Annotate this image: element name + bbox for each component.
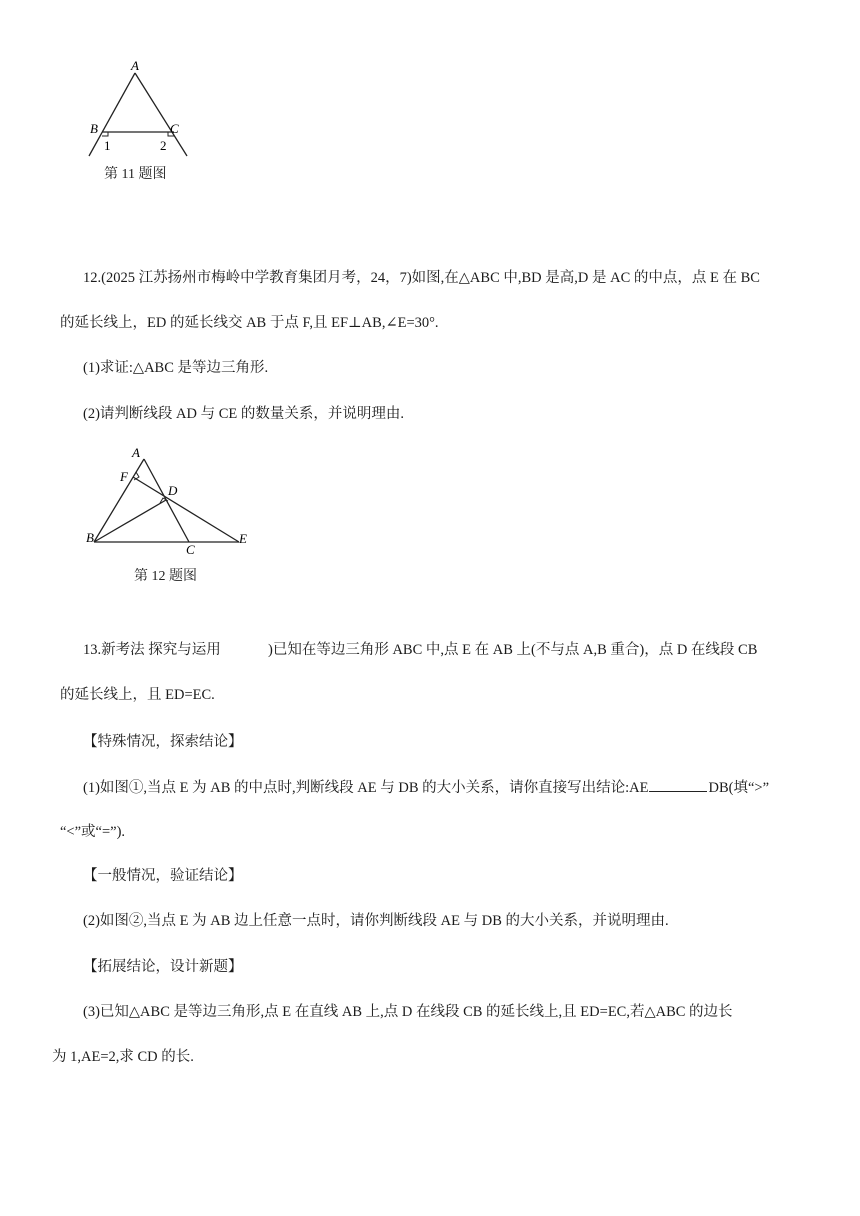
- label-d: D: [168, 483, 178, 498]
- q13-part1-text-b: DB(填“>”: [708, 780, 770, 796]
- q12-part1: (1)求证:△ABC 是等边三角形.: [83, 360, 269, 376]
- label-b: B: [86, 530, 94, 545]
- q12-part2: (2)请判断线段 AD 与 CE 的数量关系，并说明理由.: [83, 406, 405, 422]
- label-angle-1: 1: [104, 138, 111, 153]
- q13-part2: (2)如图②,当点 E 为 AB 边上任意一点时，请你判断线段 AE 与 DB 的大小关系，并说明理由.: [83, 913, 669, 929]
- answer-blank[interactable]: [649, 777, 707, 792]
- label-angle-2: 2: [160, 138, 167, 153]
- label-a: A: [131, 58, 139, 73]
- figure-11-diagram: [84, 58, 204, 158]
- q13-stem-line1-rest: )已知在等边三角形 ABC 中,点 E 在 AB 上(不与点 A,B 重合)，点 D 在线段 CB: [268, 642, 758, 658]
- q13-heading-general: 【一般情况，验证结论】: [83, 868, 243, 884]
- figure-12-diagram: [84, 444, 254, 558]
- q13-heading-extension: 【拓展结论，设计新题】: [83, 959, 243, 975]
- q13-stem-line1-prefix: 13.新考法 探究与运用: [83, 642, 221, 658]
- label-a: A: [132, 445, 140, 460]
- q12-stem-line2: 的延长线上，ED 的延长线交 AB 于点 F,且 EF⊥AB,∠E=30°.: [60, 315, 439, 331]
- q13-part1-line1: [83, 777, 769, 798]
- q13-part3-line1: (3)已知△ABC 是等边三角形,点 E 在直线 AB 上,点 D 在线段 CB 的延长线上,且 ED=EC,若△ABC 的边长: [83, 1004, 733, 1020]
- q13-part1-line2: “<”或“=”).: [60, 824, 126, 840]
- q13-part1-text-a: (1)如图①,当点 E 为 AB 的中点时,判断线段 AE 与 DB 的大小关系，请你直接写出结论:AE: [83, 780, 649, 796]
- figure-12-caption: 第 12 题图: [134, 569, 197, 584]
- figure-11-caption: 第 11 题图: [104, 167, 167, 182]
- label-c: C: [186, 542, 195, 557]
- label-e: E: [239, 531, 247, 546]
- figure-12: [84, 444, 254, 558]
- q13-part3-line2: 为 1,AE=2,求 CD 的长.: [52, 1049, 194, 1065]
- label-b: B: [90, 121, 98, 136]
- q12-stem-line1: 12.(2025 江苏扬州市梅岭中学教育集团月考，24，7)如图,在△ABC 中,BD 是高,D 是 AC 的中点，点 E 在 BC: [83, 270, 760, 286]
- figure-11: [84, 58, 204, 158]
- q13-heading-special: 【特殊情况，探索结论】: [83, 734, 243, 750]
- label-c: C: [170, 121, 179, 136]
- label-f: F: [120, 469, 128, 484]
- q13-stem-line2: 的延长线上，且 ED=EC.: [60, 687, 215, 703]
